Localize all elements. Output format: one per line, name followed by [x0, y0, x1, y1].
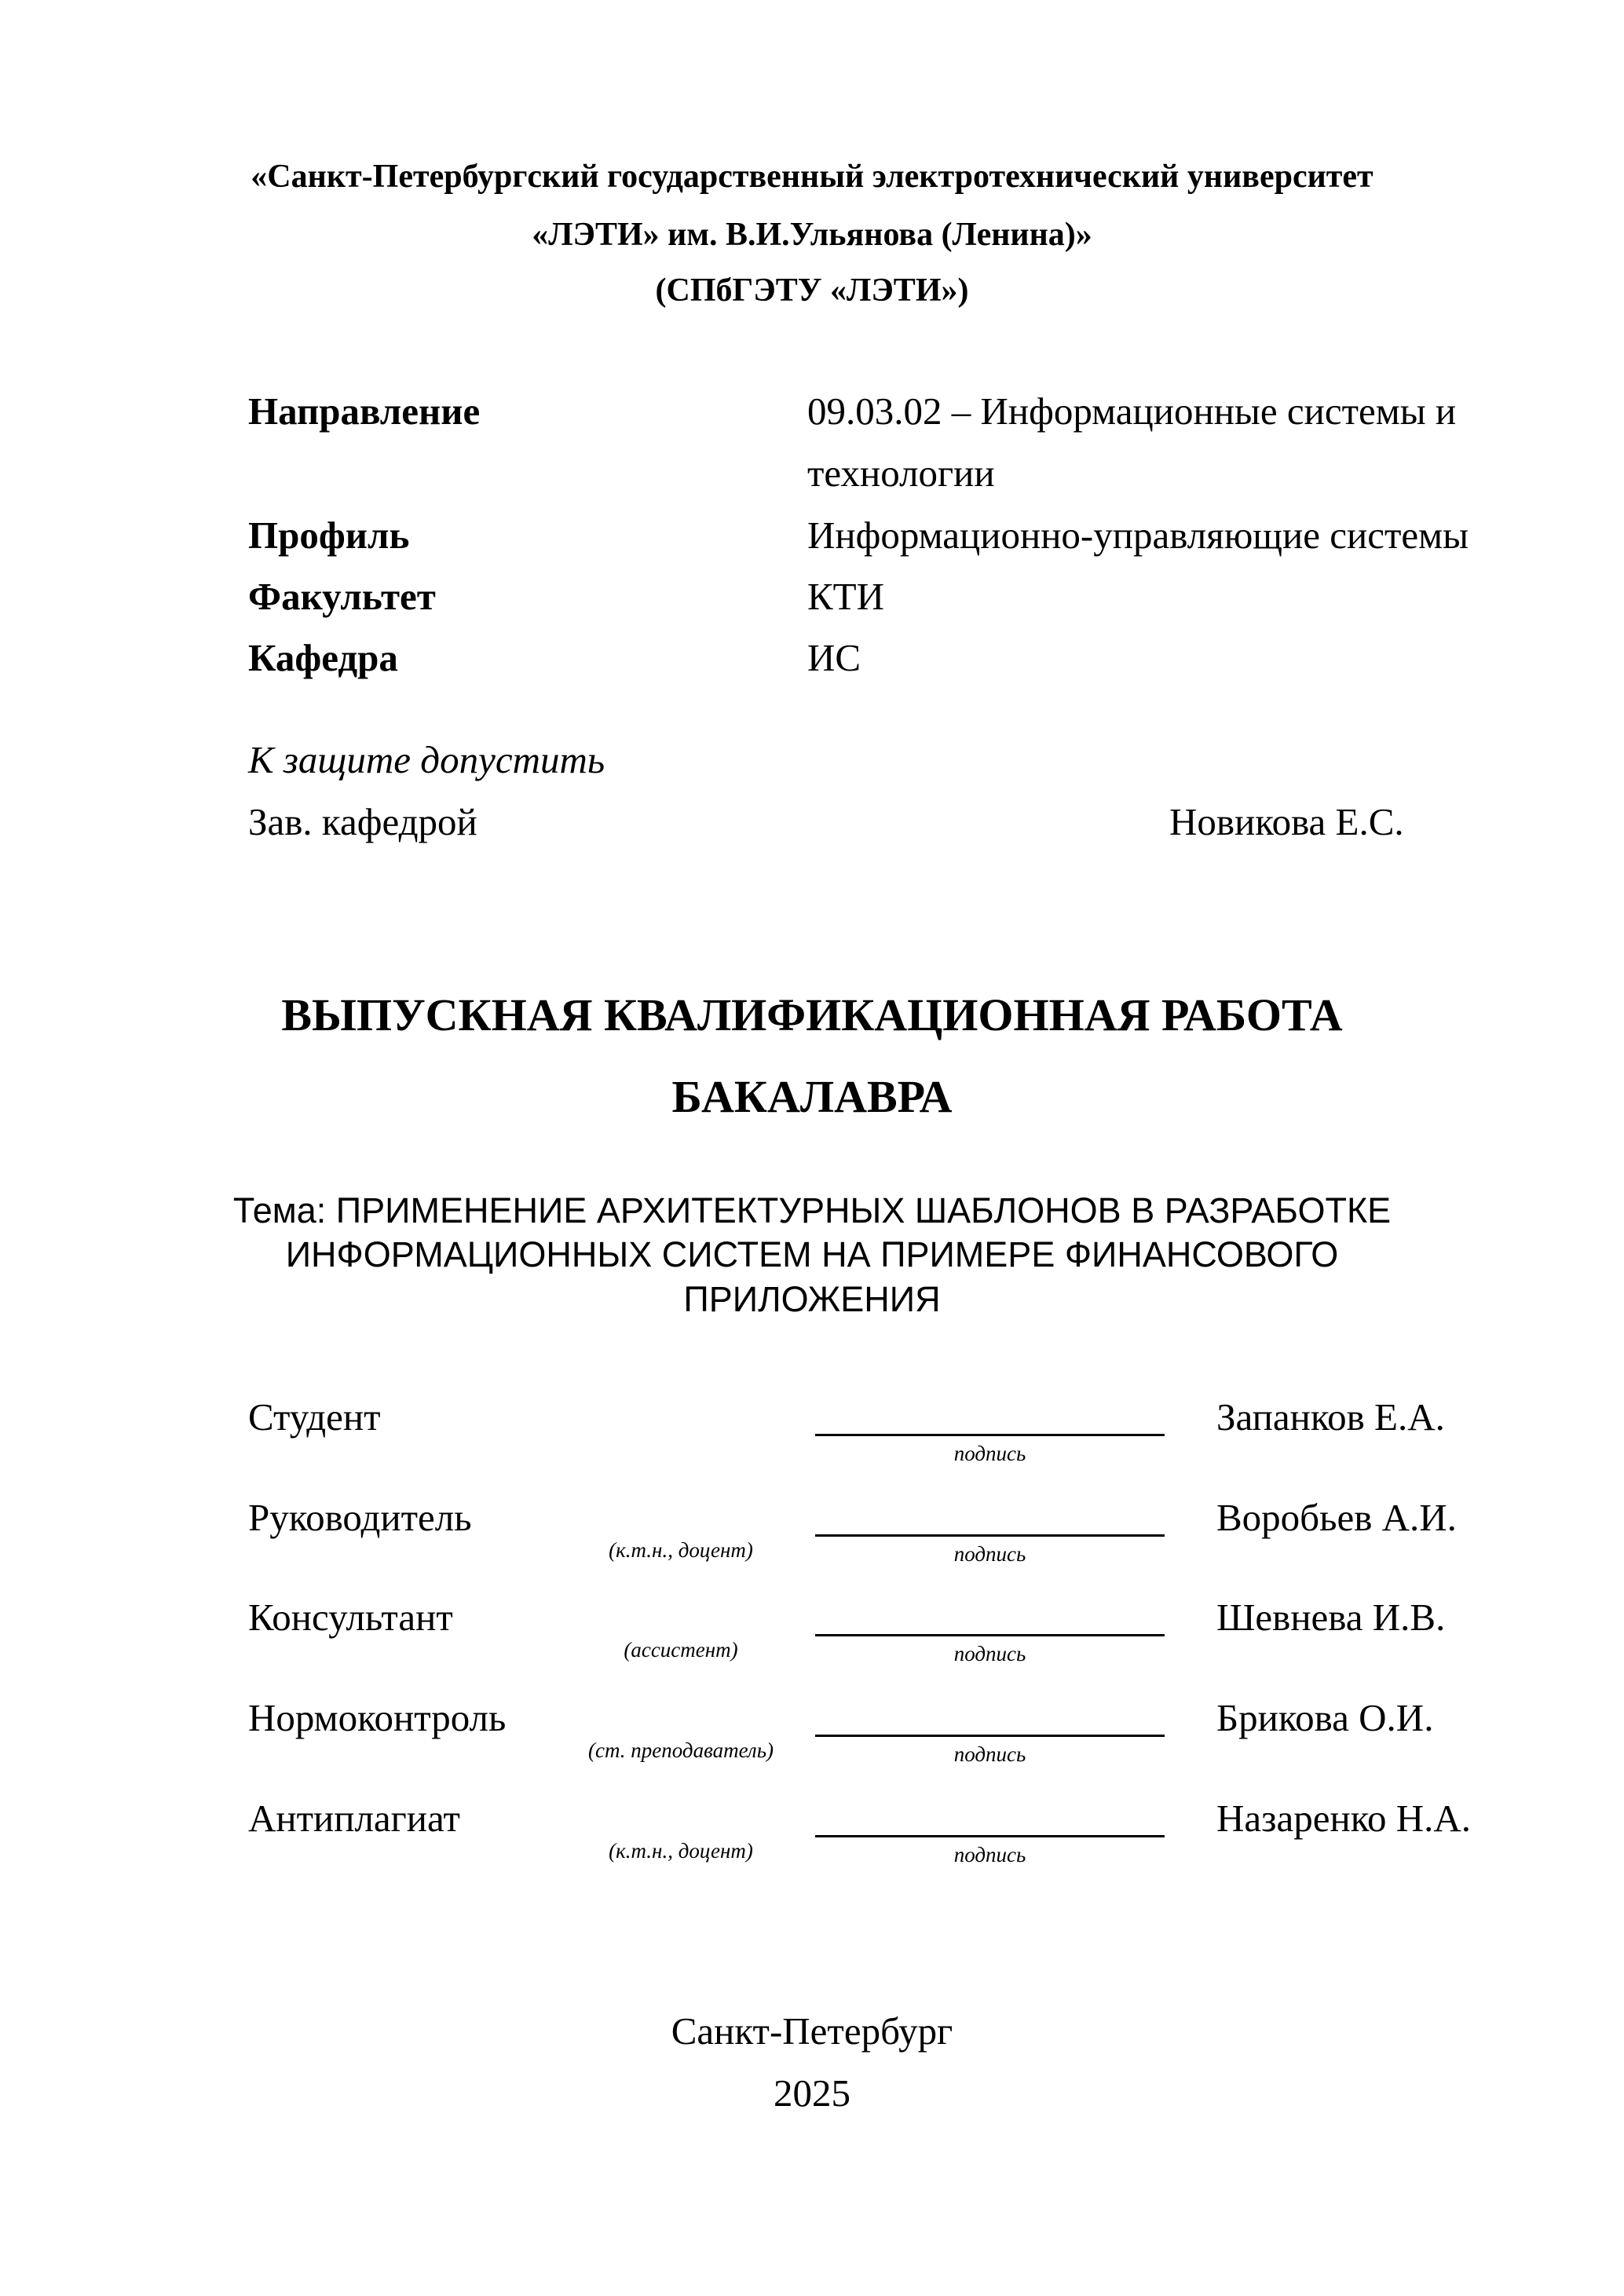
signature-caption: подпись — [953, 1642, 1026, 1665]
head-name: Новикова Е.С. — [1169, 800, 1404, 843]
city: Санкт-Петербург — [671, 2009, 953, 2053]
role-label: Студент — [248, 1395, 381, 1439]
rank-caption: (к.т.н., доцент) — [609, 1538, 753, 1562]
year: 2025 — [774, 2071, 850, 2115]
role-label: Антиплагиат — [248, 1797, 460, 1840]
signature-line — [815, 1634, 1165, 1636]
signature-line — [815, 1835, 1165, 1837]
university-name-line2: «ЛЭТИ» им. В.И.Ульянова (Ленина)» — [532, 217, 1092, 253]
title-line1: ВЫПУСКНАЯ КВАЛИФИКАЦИОННАЯ РАБОТА — [281, 989, 1343, 1040]
university-name-line1: «Санкт-Петербургский государственный электротехнический университет — [251, 159, 1373, 195]
rank-caption: (ассистент) — [624, 1638, 738, 1662]
signature-line — [815, 1434, 1165, 1436]
head-label: Зав. кафедрой — [248, 800, 477, 843]
value-profile: Информационно-управляющие системы — [807, 514, 1469, 557]
value-department: ИС — [807, 636, 861, 679]
university-abbr: (СПбГЭТУ «ЛЭТИ») — [655, 272, 969, 309]
role-label: Консультант — [248, 1596, 453, 1639]
signature-caption: подпись — [953, 1542, 1026, 1566]
label-direction: Направление — [248, 389, 481, 433]
signature-caption: подпись — [953, 1843, 1026, 1866]
rank-caption: (к.т.н., доцент) — [609, 1839, 753, 1863]
value-direction-cont: технологии — [807, 452, 995, 495]
label-department: Кафедра — [248, 636, 398, 679]
topic-line3: ПРИЛОЖЕНИЯ — [683, 1279, 941, 1319]
label-profile: Профиль — [248, 514, 410, 557]
person-name: Брикова О.И. — [1216, 1696, 1434, 1739]
topic-line2: ИНФОРМАЦИОННЫХ СИСТЕМ НА ПРИМЕРЕ ФИНАНСОВОГО — [285, 1234, 1339, 1274]
value-faculty: КТИ — [807, 575, 884, 618]
signature-line — [815, 1534, 1165, 1537]
rank-caption: (ст. преподаватель) — [588, 1738, 774, 1762]
person-name: Запанков Е.А. — [1216, 1395, 1445, 1439]
signature-caption: подпись — [953, 1742, 1026, 1766]
label-faculty: Факультет — [248, 575, 436, 618]
person-name: Назаренко Н.А. — [1216, 1797, 1472, 1840]
role-label: Нормоконтроль — [248, 1696, 507, 1739]
title-line2: БАКАЛАВРА — [671, 1071, 953, 1122]
admit-text: К защите допустить — [248, 738, 605, 781]
person-name: Шевнева И.В. — [1216, 1596, 1446, 1639]
signature-line — [815, 1735, 1165, 1737]
value-direction: 09.03.02 – Информационные системы и — [807, 389, 1457, 433]
topic-line1: Тема: ПРИМЕНЕНИЕ АРХИТЕКТУРНЫХ ШАБЛОНОВ В РАЗРАБОТКЕ — [232, 1190, 1392, 1230]
role-label: Руководитель — [248, 1496, 472, 1539]
person-name: Воробьев А.И. — [1216, 1496, 1457, 1539]
signature-caption: подпись — [953, 1442, 1026, 1465]
